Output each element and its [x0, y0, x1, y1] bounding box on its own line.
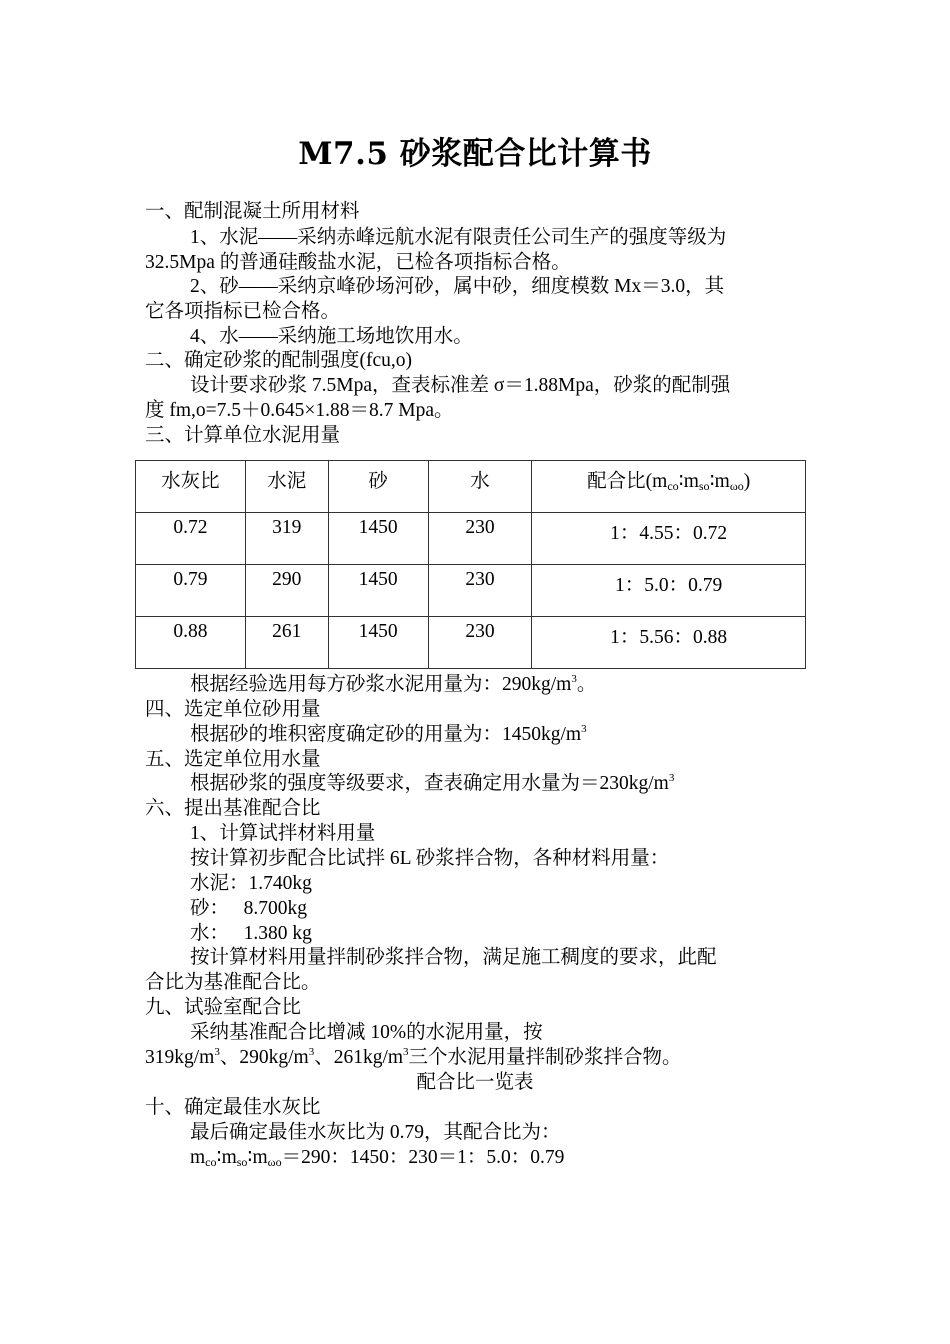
trial-water-amount: 水： 1.380 kg: [190, 923, 312, 944]
cell-sand: 1450: [328, 513, 428, 565]
cell-water: 230: [428, 565, 532, 617]
mix-ratio-table: [135, 460, 806, 669]
strength-text-line-1: 设计要求砂浆 7.5Mpa，查表标准差 σ＝1.88Mpa，砂浆的配制强: [190, 375, 731, 396]
sand-material-line-1: 2、砂——采纳京峰砂场河砂，属中砂，细度模数 Mx＝3.0，其: [190, 276, 725, 297]
cell-mix-ratio: 1：5.0：0.79: [532, 565, 806, 617]
cement-material-line-1: 1、水泥——采纳赤峰远航水泥有限责任公司生产的强度等级为: [190, 227, 727, 248]
trial-sand-amount: 砂： 8.700kg: [190, 898, 308, 919]
header-cement: 水泥: [245, 461, 328, 513]
cell-ratio: 0.88: [136, 617, 246, 669]
table-row: [136, 513, 806, 565]
final-mix-formula: $m_{co}∶m_{so}∶m_{\omega o}=290$：1450：230＝1：5.0：0.79: [190, 1147, 565, 1169]
section-9-heading: 九、试验室配合比: [145, 997, 302, 1018]
table-row: [136, 617, 806, 669]
cell-ratio: 0.72: [136, 513, 246, 565]
baseline-conclusion-line-2: 合比为基准配合比。: [145, 972, 321, 993]
section-2-heading: 二、确定砂浆的配制强度(fcu,o): [145, 350, 413, 371]
header-water: 水: [428, 461, 532, 513]
trial-cement-amount: 水泥：1.740kg: [190, 873, 312, 894]
header-mix-ratio: 配合比$(m_{co}∶m_{so}∶m_{\omega o})$: [532, 461, 806, 513]
cell-mix-ratio: 1：5.56：0.88: [532, 617, 806, 669]
lab-mix-text-line-1: 采纳基准配合比增减 10%的水泥用量，按: [190, 1022, 543, 1043]
cell-cement: 261: [245, 617, 328, 669]
strength-text-line-2: 度 fm,o=7.5＋0.645×1.88＝8.7 Mpa。: [145, 400, 454, 421]
mix-ratio-table-caption: 配合比一览表: [416, 1072, 534, 1093]
document-title: M7.5 砂浆配合比计算书: [298, 136, 652, 172]
optimal-ratio-text: 最后确定最佳水灰比为 0.79，其配合比为：: [190, 1122, 561, 1143]
table-row: [136, 565, 806, 617]
trial-material-subheading: 1、计算试拌材料用量: [190, 823, 376, 844]
sand-dosage-line: 根据砂的堆积密度确定砂的用量为：$1450kg/m^3$: [190, 723, 587, 745]
sand-material-line-2: 它各项指标已检合格。: [145, 301, 341, 322]
cell-sand: 1450: [328, 565, 428, 617]
cell-mix-ratio: 1：4.55：0.72: [532, 513, 806, 565]
trial-mix-intro: 按计算初步配合比试拌 6L 砂浆拌合物，各种材料用量：: [190, 848, 670, 869]
section-1-heading: 一、配制混凝土所用材料: [145, 201, 360, 222]
water-dosage-line: 根据砂浆的强度等级要求，查表确定用水量为$=230kg/m^3$: [190, 772, 675, 794]
table-header-row: [136, 461, 806, 513]
water-material-line: 4、水——采纳施工场地饮用水。: [190, 326, 473, 347]
cement-material-line-2: 32.5Mpa 的普通硅酸盐水泥，已检各项指标合格。: [145, 252, 571, 273]
cell-cement: 319: [245, 513, 328, 565]
header-water-cement-ratio: 水灰比: [136, 461, 246, 513]
cell-sand: 1450: [328, 617, 428, 669]
section-5-heading: 五、选定单位用水量: [145, 749, 321, 770]
cell-water: 230: [428, 513, 532, 565]
cell-cement: 290: [245, 565, 328, 617]
lab-mix-text-line-2: $319kg/m^3$、$290kg/m^3$、$261kg/m^3$三个水泥用量拌制砂浆拌合物。: [145, 1046, 682, 1068]
section-3-heading: 三、计算单位水泥用量: [145, 425, 341, 446]
section-10-heading: 十、确定最佳水灰比: [145, 1097, 321, 1118]
cell-ratio: 0.79: [136, 565, 246, 617]
cell-water: 230: [428, 617, 532, 669]
header-sand: 砂: [328, 461, 428, 513]
baseline-conclusion-line-1: 按计算材料用量拌制砂浆拌合物，满足施工稠度的要求，此配: [190, 947, 717, 968]
section-6-heading: 六、提出基准配合比: [145, 798, 321, 819]
section-4-heading: 四、选定单位砂用量: [145, 699, 321, 720]
cement-dosage-line: 根据经验选用每方砂浆水泥用量为：$290kg/m^3$。: [190, 673, 597, 695]
